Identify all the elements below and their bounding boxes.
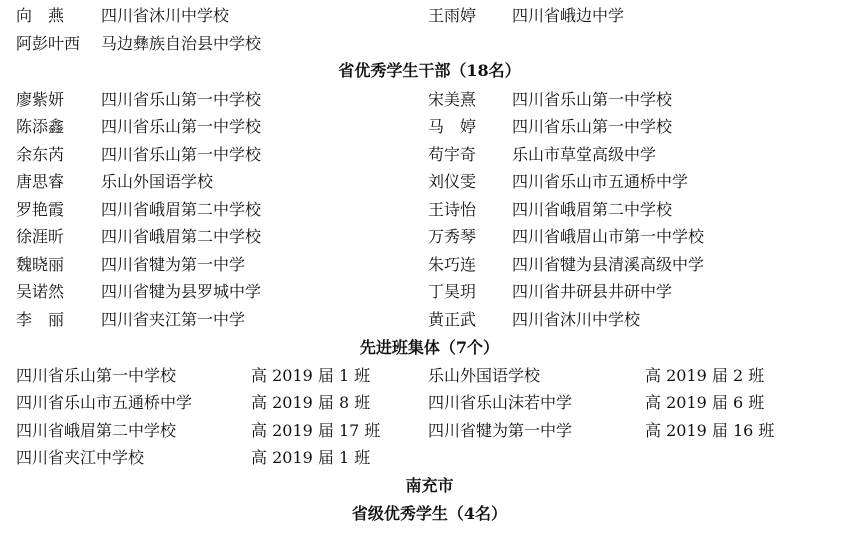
cadre-row [0,113,859,140]
cadre-row [0,306,859,333]
student-row [0,2,859,29]
cadre-school: 四川省峨眉第二中学校 [512,200,673,219]
cadre-school: 四川省峨眉第二中学校 [101,200,262,219]
cadre-name: 黄正武 [428,310,477,329]
cadre-school: 四川省乐山第一中学校 [512,90,673,109]
class-name: 高 2019 届 1 班 [251,448,371,467]
class-row [0,389,859,416]
class-school: 四川省乐山沫若中学 [428,393,573,412]
cadre-school: 四川省乐山第一中学校 [101,117,262,136]
cadre-school: 四川省乐山第一中学校 [101,145,262,164]
cadre-row [0,168,859,195]
cadre-row [0,141,859,168]
student-name: 王雨婷 [428,6,477,25]
class-school: 四川省乐山市五通桥中学 [16,393,193,412]
student-school: 四川省沐川中学校 [101,6,230,25]
student-row [0,30,859,57]
cadre-row [0,251,859,278]
class-name: 高 2019 届 8 班 [251,393,371,412]
cadre-school: 四川省犍为县清溪高级中学 [512,255,705,274]
cadre-name: 廖紫妍 [16,90,65,109]
cadre-name: 马 婷 [428,117,477,136]
cadre-row [0,223,859,250]
class-name: 高 2019 届 1 班 [251,366,371,385]
class-school: 四川省夹江中学校 [16,448,145,467]
cadre-name: 万秀琴 [428,227,477,246]
class-school: 四川省乐山第一中学校 [16,366,177,385]
cadre-name: 苟宇奇 [428,145,477,164]
cadre-school: 四川省井研县井研中学 [512,282,673,301]
class-row [0,417,859,444]
cadre-name: 余东芮 [16,145,65,164]
cadre-school: 四川省乐山第一中学校 [101,90,262,109]
class-row [0,444,859,471]
class-name: 高 2019 届 17 班 [251,421,381,440]
cadre-name: 刘仪雯 [428,172,477,191]
cadre-school: 四川省乐山第一中学校 [512,117,673,136]
cadre-school: 四川省犍为县罗城中学 [101,282,262,301]
cadre-name: 王诗怡 [428,200,477,219]
cadre-school: 四川省沐川中学校 [512,310,641,329]
cadre-school: 四川省犍为第一中学 [101,255,246,274]
cadre-name: 吴诺然 [16,282,65,301]
section-heading-students: 省级优秀学生（4名） [351,504,508,523]
student-name: 向 燕 [16,6,65,25]
cadre-name: 罗艳霞 [16,200,65,219]
cadre-school: 四川省夹江第一中学 [101,310,246,329]
section-heading-classes: 先进班集体（7个） [359,338,500,357]
class-school: 乐山外国语学校 [428,366,541,385]
cadre-name: 朱巧连 [428,255,477,274]
cadre-school: 四川省峨眉第二中学校 [101,227,262,246]
student-name: 阿彭叶西 [16,34,81,53]
cadre-row [0,278,859,305]
student-school: 四川省峨边中学 [512,6,625,25]
cadre-name: 魏晓丽 [16,255,65,274]
cadre-school: 四川省乐山市五通桥中学 [512,172,689,191]
class-row [0,362,859,389]
cadre-row [0,86,859,113]
cadre-row [0,196,859,223]
cadre-name: 徐涯昕 [16,227,65,246]
cadre-name: 陈添鑫 [16,117,65,136]
class-school: 四川省峨眉第二中学校 [16,421,177,440]
city-heading: 南充市 [405,476,454,495]
section-heading-cadres: 省优秀学生干部（18名） [338,61,521,80]
student-school: 马边彝族自治县中学校 [101,34,262,53]
cadre-name: 唐思睿 [16,172,65,191]
class-school: 四川省犍为第一中学 [428,421,573,440]
cadre-name: 丁昊玥 [428,282,477,301]
cadre-name: 宋美熹 [428,90,477,109]
cadre-school: 乐山市草堂高级中学 [512,145,657,164]
cadre-school: 乐山外国语学校 [101,172,214,191]
class-name: 高 2019 届 16 班 [645,421,775,440]
cadre-name: 李 丽 [16,310,65,329]
class-name: 高 2019 届 2 班 [645,366,765,385]
class-name: 高 2019 届 6 班 [645,393,765,412]
cadre-school: 四川省峨眉山市第一中学校 [512,227,705,246]
